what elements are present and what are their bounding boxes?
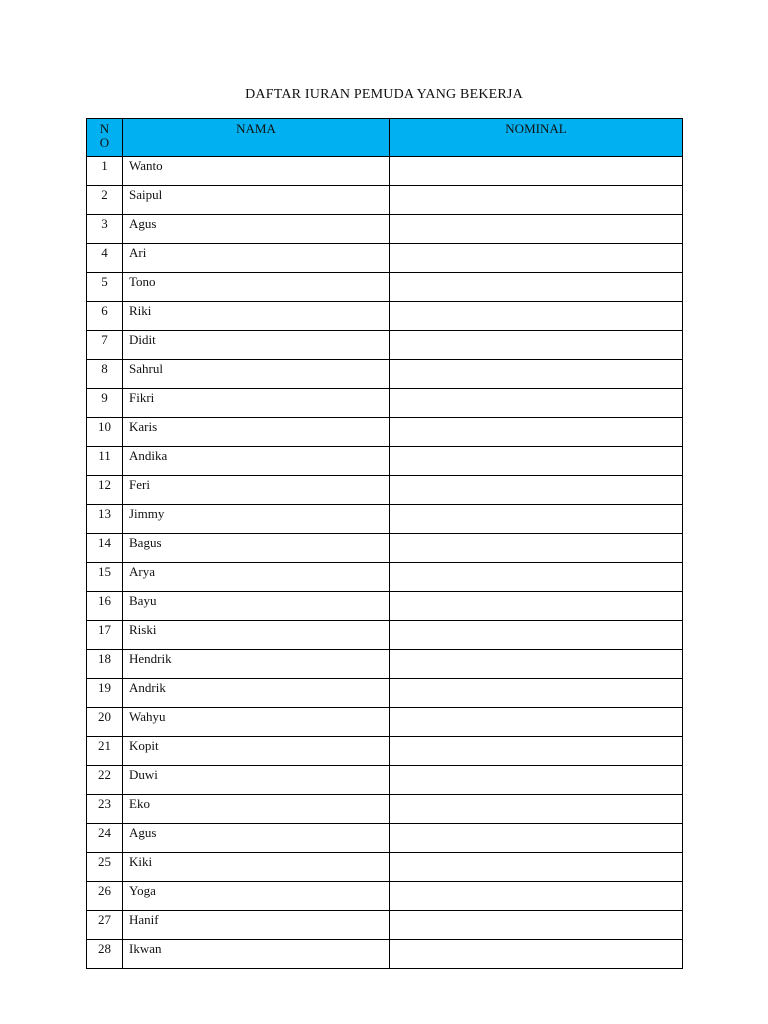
- row-number: 22: [87, 766, 123, 795]
- nominal-cell: [390, 186, 683, 215]
- row-number: 26: [87, 882, 123, 911]
- member-name: Riski: [123, 621, 390, 650]
- table-row: [87, 157, 683, 186]
- nominal-cell: [390, 244, 683, 273]
- member-name: Yoga: [123, 882, 390, 911]
- column-header-nominal: NOMINAL: [390, 119, 683, 157]
- member-name: Wanto: [123, 157, 390, 186]
- nominal-cell: [390, 650, 683, 679]
- table-row: [87, 592, 683, 621]
- header-row: [87, 119, 683, 157]
- nominal-cell: [390, 360, 683, 389]
- nominal-cell: [390, 389, 683, 418]
- table-row: [87, 215, 683, 244]
- row-number: 7: [87, 331, 123, 360]
- table-row: [87, 882, 683, 911]
- table-row: [87, 534, 683, 563]
- table-row: [87, 737, 683, 766]
- nominal-cell: [390, 795, 683, 824]
- row-number: 28: [87, 940, 123, 969]
- member-name: Fikri: [123, 389, 390, 418]
- page-title: DAFTAR IURAN PEMUDA YANG BEKERJA: [245, 87, 523, 102]
- nominal-cell: [390, 679, 683, 708]
- table-row: [87, 389, 683, 418]
- nominal-cell: [390, 824, 683, 853]
- member-name: Sahrul: [123, 360, 390, 389]
- row-number: 15: [87, 563, 123, 592]
- row-number: 17: [87, 621, 123, 650]
- table-row: [87, 273, 683, 302]
- member-name: Tono: [123, 273, 390, 302]
- row-number: 9: [87, 389, 123, 418]
- member-name: Jimmy: [123, 505, 390, 534]
- nominal-cell: [390, 563, 683, 592]
- member-name: Agus: [123, 824, 390, 853]
- table-row: [87, 911, 683, 940]
- table-row: [87, 563, 683, 592]
- member-name: Ari: [123, 244, 390, 273]
- member-name: Hanif: [123, 911, 390, 940]
- row-number: 6: [87, 302, 123, 331]
- table-row: [87, 940, 683, 969]
- table-row: [87, 186, 683, 215]
- row-number: 19: [87, 679, 123, 708]
- row-number: 1: [87, 157, 123, 186]
- member-name: Saipul: [123, 186, 390, 215]
- dues-table: [86, 118, 683, 969]
- table-row: [87, 766, 683, 795]
- member-name: Andrik: [123, 679, 390, 708]
- nominal-cell: [390, 157, 683, 186]
- table-row: [87, 824, 683, 853]
- row-number: 14: [87, 534, 123, 563]
- table-row: [87, 853, 683, 882]
- member-name: Andika: [123, 447, 390, 476]
- table-row: [87, 621, 683, 650]
- member-name: Ikwan: [123, 940, 390, 969]
- column-header-no-line2: O: [99, 135, 110, 150]
- nominal-cell: [390, 215, 683, 244]
- column-header-no: [87, 119, 123, 157]
- table-row: [87, 447, 683, 476]
- member-name: Wahyu: [123, 708, 390, 737]
- member-name: Kiki: [123, 853, 390, 882]
- row-number: 5: [87, 273, 123, 302]
- nominal-cell: [390, 592, 683, 621]
- member-name: Karis: [123, 418, 390, 447]
- nominal-cell: [390, 447, 683, 476]
- row-number: 11: [87, 447, 123, 476]
- member-name: Eko: [123, 795, 390, 824]
- member-name: Bagus: [123, 534, 390, 563]
- nominal-cell: [390, 273, 683, 302]
- nominal-cell: [390, 737, 683, 766]
- member-name: Riki: [123, 302, 390, 331]
- nominal-cell: [390, 766, 683, 795]
- table-row: [87, 505, 683, 534]
- member-name: Bayu: [123, 592, 390, 621]
- nominal-cell: [390, 940, 683, 969]
- nominal-cell: [390, 476, 683, 505]
- nominal-cell: [390, 505, 683, 534]
- row-number: 10: [87, 418, 123, 447]
- row-number: 13: [87, 505, 123, 534]
- nominal-cell: [390, 911, 683, 940]
- nominal-cell: [390, 534, 683, 563]
- member-name: Duwi: [123, 766, 390, 795]
- member-name: Hendrik: [123, 650, 390, 679]
- row-number: 4: [87, 244, 123, 273]
- table-row: [87, 244, 683, 273]
- table-row: [87, 708, 683, 737]
- row-number: 18: [87, 650, 123, 679]
- nominal-cell: [390, 418, 683, 447]
- row-number: 16: [87, 592, 123, 621]
- table-row: [87, 331, 683, 360]
- nominal-cell: [390, 621, 683, 650]
- nominal-cell: [390, 302, 683, 331]
- table-header: [87, 119, 683, 157]
- row-number: 21: [87, 737, 123, 766]
- table-row: [87, 795, 683, 824]
- table-row: [87, 650, 683, 679]
- row-number: 3: [87, 215, 123, 244]
- table-row: [87, 476, 683, 505]
- member-name: Arya: [123, 563, 390, 592]
- row-number: 12: [87, 476, 123, 505]
- member-name: Agus: [123, 215, 390, 244]
- nominal-cell: [390, 331, 683, 360]
- member-name: Didit: [123, 331, 390, 360]
- table-row: [87, 418, 683, 447]
- nominal-cell: [390, 853, 683, 882]
- table-row: [87, 360, 683, 389]
- row-number: 8: [87, 360, 123, 389]
- row-number: 20: [87, 708, 123, 737]
- nominal-cell: [390, 708, 683, 737]
- table-row: [87, 679, 683, 708]
- table-body: [87, 157, 683, 969]
- member-name: Kopit: [123, 737, 390, 766]
- table-row: [87, 302, 683, 331]
- row-number: 25: [87, 853, 123, 882]
- nominal-cell: [390, 882, 683, 911]
- row-number: 24: [87, 824, 123, 853]
- row-number: 27: [87, 911, 123, 940]
- column-header-no-line1: N: [99, 121, 110, 136]
- member-name: Feri: [123, 476, 390, 505]
- column-header-name: NAMA: [123, 119, 390, 157]
- row-number: 2: [87, 186, 123, 215]
- row-number: 23: [87, 795, 123, 824]
